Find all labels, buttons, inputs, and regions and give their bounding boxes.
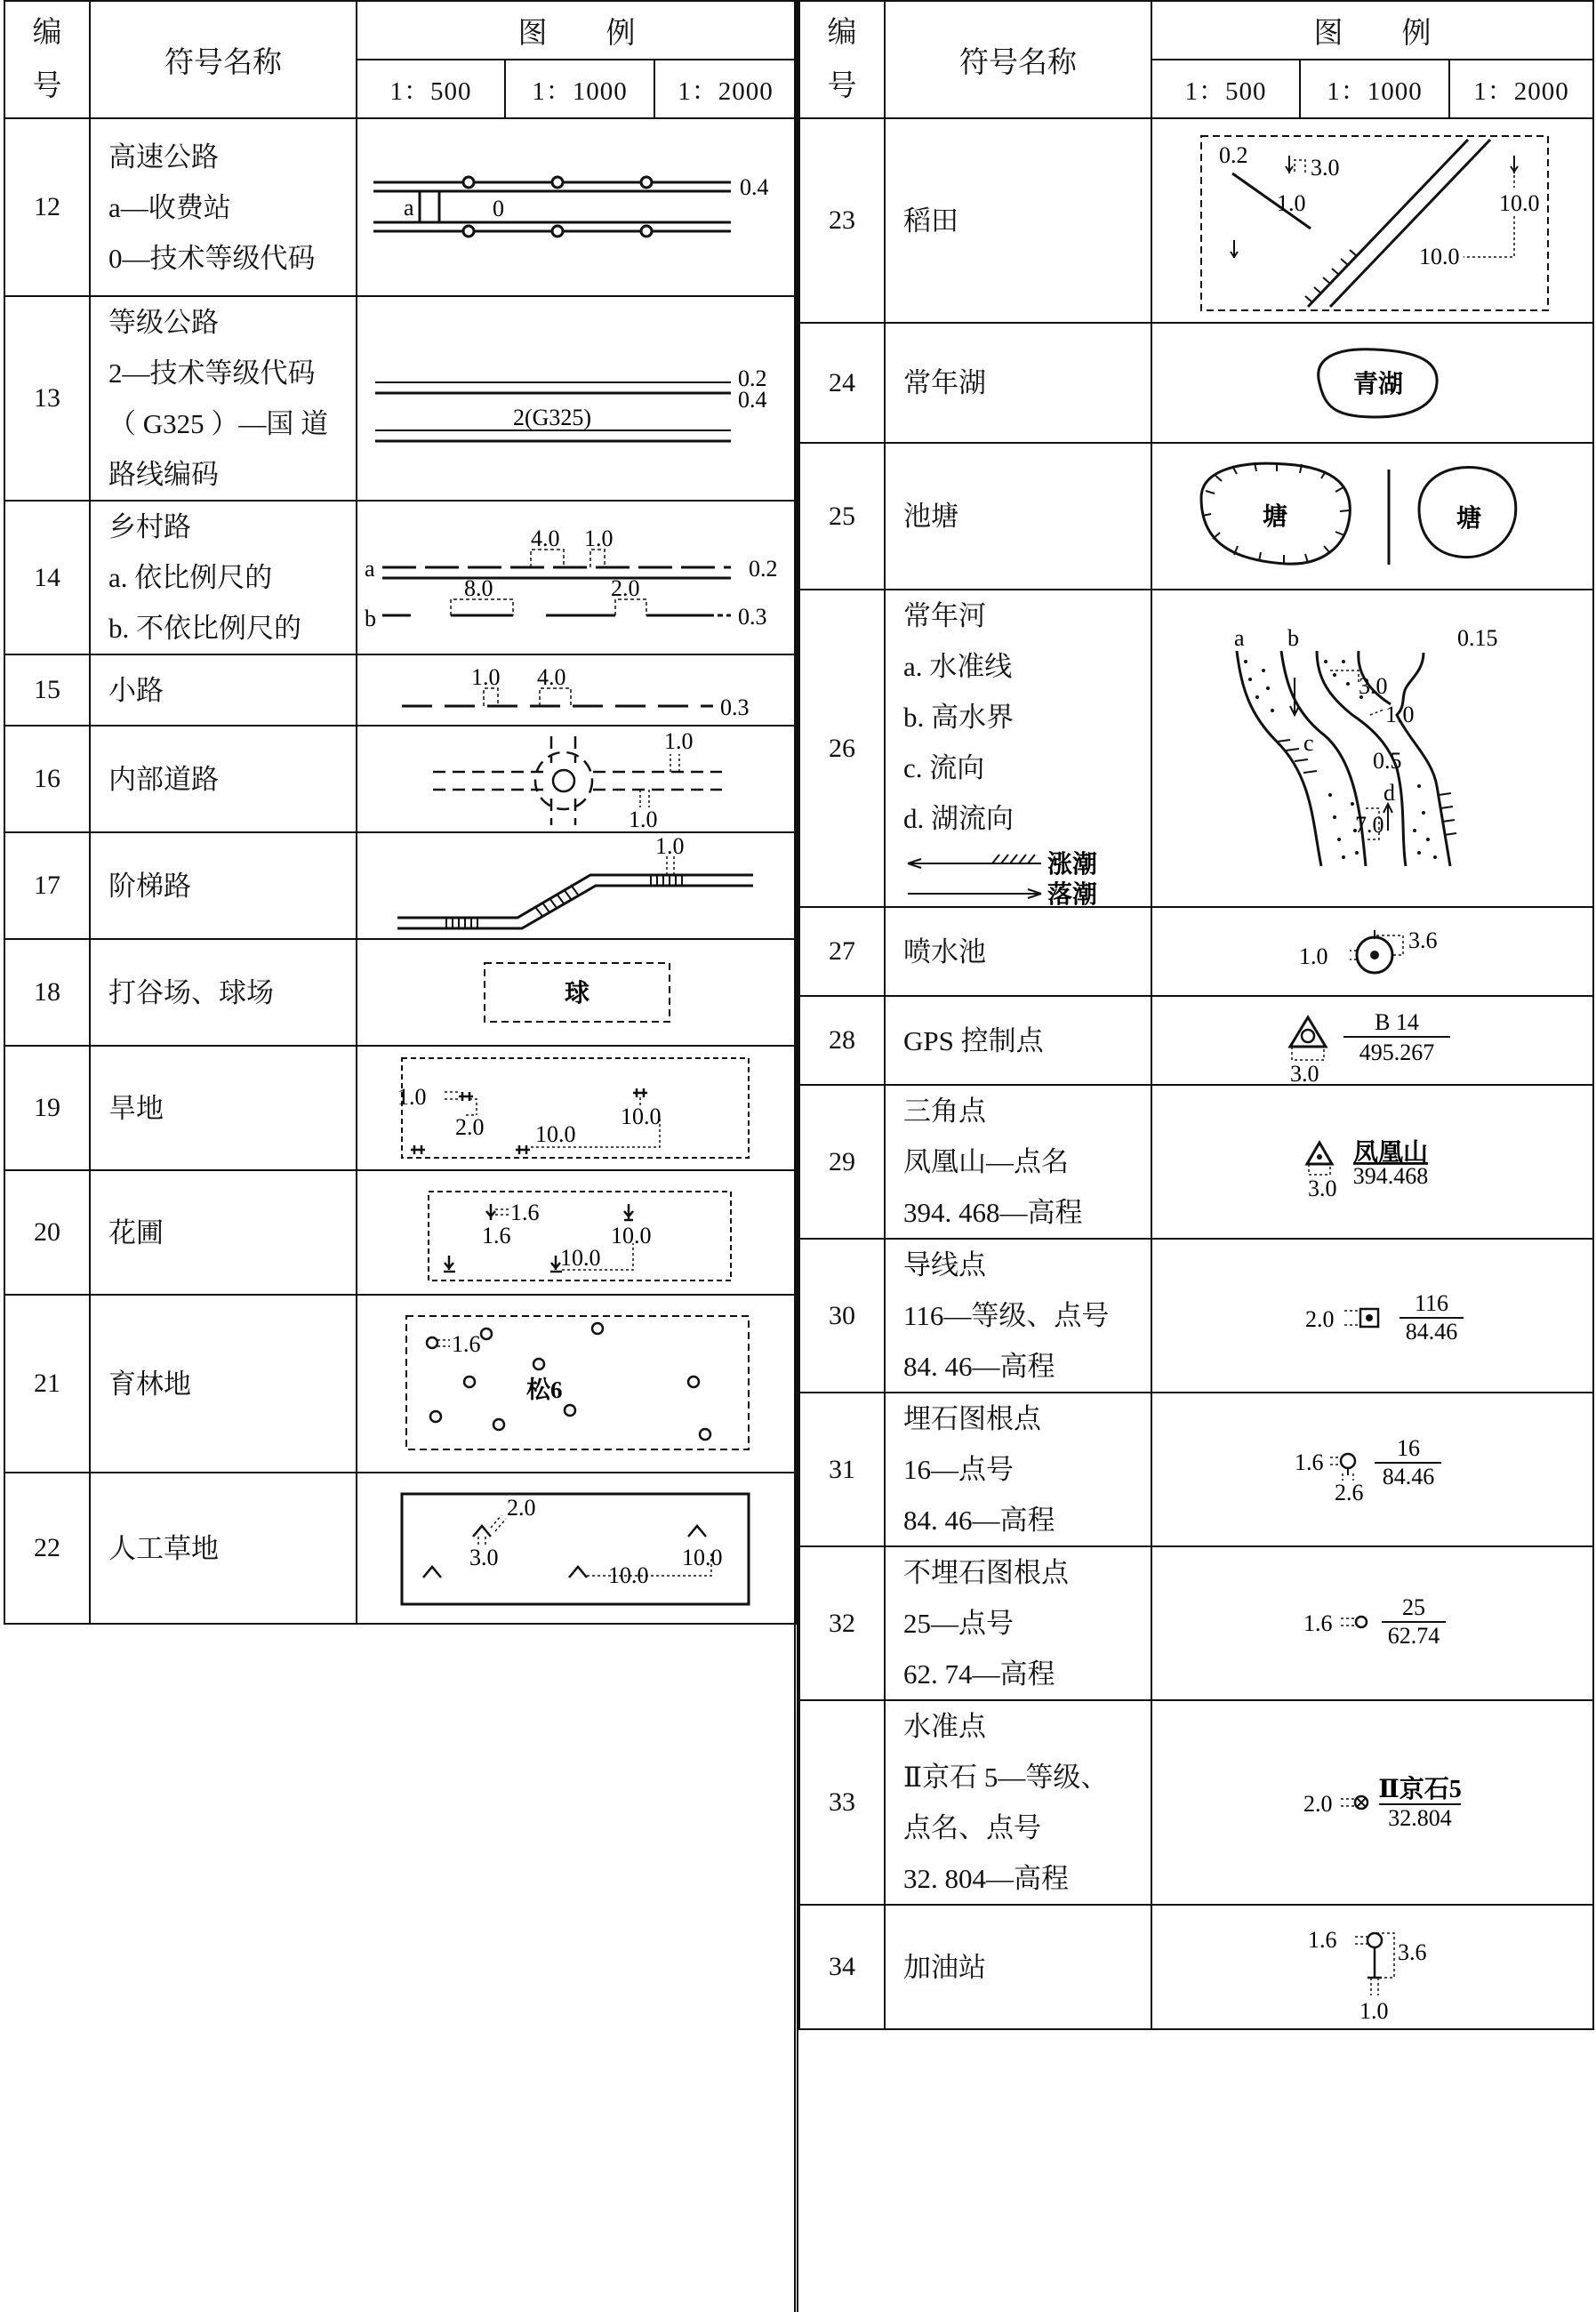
row-number: 15 [4, 654, 90, 726]
table-row [799, 118, 1593, 323]
symbol-cell [357, 1170, 797, 1295]
svg-text:10.0: 10.0 [1419, 244, 1460, 269]
symbol-cell [1151, 323, 1593, 443]
symbol-name: 埋石图根点 16—点号 84. 46—高程 [885, 1393, 1151, 1546]
table-row [4, 296, 797, 501]
svg-text:3.6: 3.6 [1408, 927, 1438, 953]
svg-text:3.0: 3.0 [469, 1545, 499, 1570]
row-number: 27 [799, 907, 885, 996]
symbol-name: 加油站 [885, 1905, 1151, 2029]
symbol-cell [1151, 1546, 1593, 1700]
triangulation-point-symbol [1152, 1111, 1592, 1214]
pond-symbol [1152, 445, 1592, 588]
svg-text:1.0: 1.0 [584, 526, 614, 551]
symbol-name: 稻田 [885, 118, 1151, 323]
svg-text:3.6: 3.6 [1398, 1939, 1427, 1965]
svg-text:3.0: 3.0 [1308, 1175, 1337, 1201]
graded-road-symbol [357, 329, 798, 468]
symbol-name: 等级公路 2—技术等级代码 （ G325 ）—国 道 路线编码 [90, 296, 357, 501]
table-row [4, 1046, 797, 1170]
svg-text:2.0: 2.0 [507, 1495, 536, 1521]
symbol-name: 常年河 a. 水准线 b. 高水界 c. 流向 d. 湖流向 涨潮 落潮 [885, 590, 1151, 907]
svg-text:84.46: 84.46 [1405, 1318, 1458, 1345]
symbol-cell [357, 832, 797, 939]
svg-text:落潮: 落潮 [1047, 881, 1098, 906]
svg-text:球: 球 [564, 980, 590, 1007]
svg-text:84.46: 84.46 [1382, 1463, 1435, 1489]
symbol-cell [1151, 996, 1593, 1085]
row-number: 26 [799, 590, 885, 907]
symbol-name: 小路 [90, 654, 357, 726]
header-scale-500: 1：500 [357, 60, 505, 118]
row-number: 31 [799, 1393, 885, 1546]
table-row [799, 590, 1593, 907]
svg-text:25: 25 [1402, 1594, 1425, 1620]
symbol-name: GPS 控制点 [885, 996, 1151, 1085]
table-row [4, 1473, 797, 1624]
symbol-cell [1151, 1700, 1593, 1905]
row-number: 21 [4, 1295, 90, 1473]
table-row [4, 118, 797, 296]
row-number: 17 [4, 832, 90, 939]
svg-text:2.0: 2.0 [611, 574, 640, 601]
svg-text:1.0: 1.0 [1385, 701, 1415, 727]
symbol-name: 人工草地 [90, 1473, 357, 1624]
symbol-cell [357, 296, 797, 501]
symbol-name: 乡村路 a. 依比例尺的 b. 不依比例尺的 [90, 501, 357, 654]
symbol-name: 打谷场、球场 [90, 939, 357, 1046]
perennial-river-symbol [1152, 626, 1592, 871]
traverse-point-symbol [1152, 1264, 1592, 1368]
svg-text:16: 16 [1397, 1434, 1420, 1461]
svg-text:凤凰山: 凤凰山 [1352, 1138, 1429, 1167]
row-number: 34 [799, 1905, 885, 2029]
svg-text:1.0: 1.0 [655, 834, 685, 859]
right-table-panel [798, 0, 1592, 2312]
svg-text:1.6: 1.6 [482, 1223, 511, 1248]
svg-text:B 14: B 14 [1375, 1009, 1419, 1035]
svg-text:1.6: 1.6 [510, 1200, 540, 1225]
header-legend: 图 例 [1151, 1, 1593, 60]
svg-text:0.3: 0.3 [738, 603, 767, 630]
symbol-name: 高速公路 a—收费站 0—技术等级代码 [90, 118, 357, 296]
svg-text:b: b [1287, 625, 1299, 651]
svg-text:3.0: 3.0 [1290, 1061, 1319, 1083]
symbol-cell [357, 939, 797, 1046]
svg-text:32.804: 32.804 [1388, 1805, 1452, 1831]
svg-text:4.0: 4.0 [537, 664, 566, 690]
row-number: 19 [4, 1046, 90, 1170]
svg-text:0: 0 [493, 196, 504, 221]
svg-text:2(G325): 2(G325) [513, 405, 592, 430]
table-row [799, 1905, 1593, 2029]
buried-control-point-symbol [1152, 1418, 1592, 1521]
header-scale-1000: 1：1000 [1300, 60, 1449, 118]
svg-text:1.6: 1.6 [1303, 1610, 1333, 1636]
symbol-name: 导线点 116—等级、点号 84. 46—高程 [885, 1239, 1151, 1393]
expressway-symbol [357, 120, 798, 294]
svg-text:10.0: 10.0 [682, 1545, 723, 1570]
left-table-panel [4, 0, 798, 2312]
row-number: 32 [799, 1546, 885, 1700]
svg-text:8.0: 8.0 [464, 574, 493, 601]
symbol-name: 水准点 Ⅱ京石 5—等级、 点名、点号 32. 804—高程 [885, 1700, 1151, 1905]
svg-text:1.0: 1.0 [1359, 1998, 1389, 2024]
svg-text:2.6: 2.6 [1335, 1479, 1364, 1505]
table-row [799, 323, 1593, 443]
row-number: 13 [4, 296, 90, 501]
table-row [4, 1170, 797, 1295]
svg-text:1.0: 1.0 [471, 664, 501, 690]
svg-text:10.0: 10.0 [608, 1562, 649, 1588]
svg-text:10.0: 10.0 [621, 1104, 662, 1129]
svg-text:a: a [365, 555, 375, 582]
threshing-ground-symbol [357, 941, 798, 1044]
row-number: 18 [4, 939, 90, 1046]
table-row [799, 1546, 1593, 1700]
svg-text:10.0: 10.0 [560, 1245, 601, 1271]
svg-text:2.0: 2.0 [1305, 1305, 1335, 1332]
table-row [799, 907, 1593, 996]
svg-text:b: b [365, 605, 376, 630]
table-row [4, 654, 797, 726]
header-scale-2000: 1：2000 [1449, 60, 1593, 118]
table-row [799, 1700, 1593, 1905]
symbol-name: 不埋石图根点 25—点号 62. 74—高程 [885, 1546, 1151, 1700]
symbol-cell [357, 1473, 797, 1624]
header-scale-1000: 1：1000 [505, 60, 654, 118]
svg-text:4.0: 4.0 [531, 526, 560, 551]
svg-text:1.0: 1.0 [1277, 190, 1306, 216]
stair-road-symbol [357, 834, 798, 937]
svg-text:0.4: 0.4 [738, 387, 767, 413]
legend-table-right [798, 0, 1594, 2030]
svg-text:0.2: 0.2 [1219, 142, 1248, 168]
svg-text:2.0: 2.0 [455, 1114, 485, 1140]
perennial-lake-symbol [1152, 325, 1592, 441]
table-row [4, 726, 797, 832]
gps-point-symbol [1152, 998, 1592, 1083]
row-number: 28 [799, 996, 885, 1085]
header-scale-2000: 1：2000 [654, 60, 797, 118]
svg-text:10.0: 10.0 [535, 1121, 576, 1147]
table-row [799, 1085, 1593, 1239]
row-number: 25 [799, 443, 885, 590]
symbol-cell [1151, 907, 1593, 996]
symbol-cell [1151, 1085, 1593, 1239]
village-road-symbol [357, 526, 798, 630]
symbol-name: 三角点 凤凰山—点名 394. 468—高程 [885, 1085, 1151, 1239]
header-scale-500: 1：500 [1151, 60, 1300, 118]
header-name: 符号名称 [90, 1, 357, 118]
symbol-cell [1151, 443, 1593, 590]
svg-text:c: c [1303, 729, 1314, 756]
symbol-cell [357, 654, 797, 726]
symbol-name: 育林地 [90, 1295, 357, 1473]
svg-text:a: a [1234, 625, 1245, 651]
svg-text:62.74: 62.74 [1387, 1622, 1440, 1649]
table-row [799, 996, 1593, 1085]
svg-text:塘: 塘 [1262, 503, 1288, 531]
symbol-cell [357, 1295, 797, 1473]
symbol-cell [1151, 118, 1593, 323]
svg-text:3.0: 3.0 [1311, 155, 1340, 181]
nursery-symbol [357, 1296, 798, 1471]
svg-text:1.6: 1.6 [1295, 1449, 1324, 1475]
table-row [799, 1239, 1593, 1393]
legend-table-left [4, 0, 798, 1625]
svg-text:1.6: 1.6 [1308, 1927, 1337, 1953]
svg-text:松6: 松6 [526, 1377, 563, 1403]
svg-text:1.0: 1.0 [629, 807, 658, 831]
svg-text:394.468: 394.468 [1352, 1162, 1429, 1189]
symbol-cell [1151, 1393, 1593, 1546]
header-num: 编 号 [799, 1, 885, 118]
svg-text:塘: 塘 [1456, 505, 1482, 533]
row-number: 16 [4, 726, 90, 832]
svg-text:10.0: 10.0 [611, 1223, 652, 1248]
svg-text:0.4: 0.4 [740, 174, 769, 200]
svg-text:2.0: 2.0 [1303, 1791, 1333, 1817]
symbol-cell [357, 726, 797, 832]
svg-text:116: 116 [1414, 1289, 1449, 1316]
svg-text:1.0: 1.0 [1299, 943, 1328, 969]
symbol-cell [1151, 1239, 1593, 1393]
symbol-cell [1151, 1905, 1593, 2029]
symbol-cell [357, 501, 797, 654]
table-row [799, 1393, 1593, 1546]
svg-text:1.0: 1.0 [397, 1084, 427, 1110]
svg-text:10.0: 10.0 [1499, 190, 1540, 216]
svg-text:涨潮: 涨潮 [1047, 851, 1098, 879]
table-row [4, 939, 797, 1046]
svg-text:d: d [1383, 779, 1395, 806]
symbol-name: 喷水池 [885, 907, 1151, 996]
row-number: 14 [4, 501, 90, 654]
svg-text:0.3: 0.3 [720, 694, 750, 720]
svg-text:0.2: 0.2 [738, 365, 767, 391]
table-row [4, 832, 797, 939]
svg-text:1.6: 1.6 [452, 1331, 481, 1357]
dry-land-symbol [357, 1048, 798, 1168]
symbol-name: 阶梯路 [90, 832, 357, 939]
benchmark-symbol [1152, 1733, 1592, 1872]
row-number: 12 [4, 118, 90, 296]
fountain-symbol [1152, 909, 1592, 994]
symbol-cell [357, 118, 797, 296]
gas-station-symbol [1152, 1907, 1592, 2027]
paddy-field-symbol [1152, 120, 1592, 321]
svg-text:a: a [404, 195, 414, 221]
svg-text:0.2: 0.2 [749, 555, 778, 582]
row-number: 29 [799, 1085, 885, 1239]
svg-text:495.267: 495.267 [1359, 1040, 1435, 1065]
svg-text:0.15: 0.15 [1457, 625, 1498, 651]
row-number: 23 [799, 118, 885, 323]
symbol-name: 花圃 [90, 1170, 357, 1295]
svg-text:Ⅱ京石5: Ⅱ京石5 [1378, 1776, 1462, 1803]
artificial-grass-symbol [357, 1474, 798, 1622]
table-row [4, 1295, 797, 1473]
symbol-name: 池塘 [885, 443, 1151, 590]
symbol-name: 常年湖 [885, 323, 1151, 443]
flower-bed-symbol [357, 1172, 798, 1293]
svg-text:3.0: 3.0 [1359, 672, 1388, 699]
svg-text:1.0: 1.0 [664, 728, 694, 754]
row-number: 22 [4, 1473, 90, 1624]
internal-road-symbol [357, 727, 798, 831]
symbol-cell [1151, 590, 1593, 907]
table-row [799, 443, 1593, 590]
row-number: 30 [799, 1239, 885, 1393]
header-num: 编 号 [4, 1, 90, 118]
symbol-name: 内部道路 [90, 726, 357, 832]
svg-text:0.5: 0.5 [1373, 747, 1402, 774]
symbol-cell [357, 1046, 797, 1170]
header-name: 符号名称 [885, 1, 1151, 118]
svg-text:青湖: 青湖 [1352, 371, 1404, 398]
symbol-name: 旱地 [90, 1046, 357, 1170]
table-row [4, 501, 797, 654]
row-number: 20 [4, 1170, 90, 1295]
row-number: 33 [799, 1700, 885, 1905]
svg-text:7.0: 7.0 [1355, 811, 1384, 838]
unburied-control-point-symbol [1152, 1572, 1592, 1675]
trail-symbol [357, 656, 798, 724]
header-legend: 图 例 [357, 1, 797, 60]
tide-legend [903, 844, 1126, 906]
row-number: 24 [799, 323, 885, 443]
